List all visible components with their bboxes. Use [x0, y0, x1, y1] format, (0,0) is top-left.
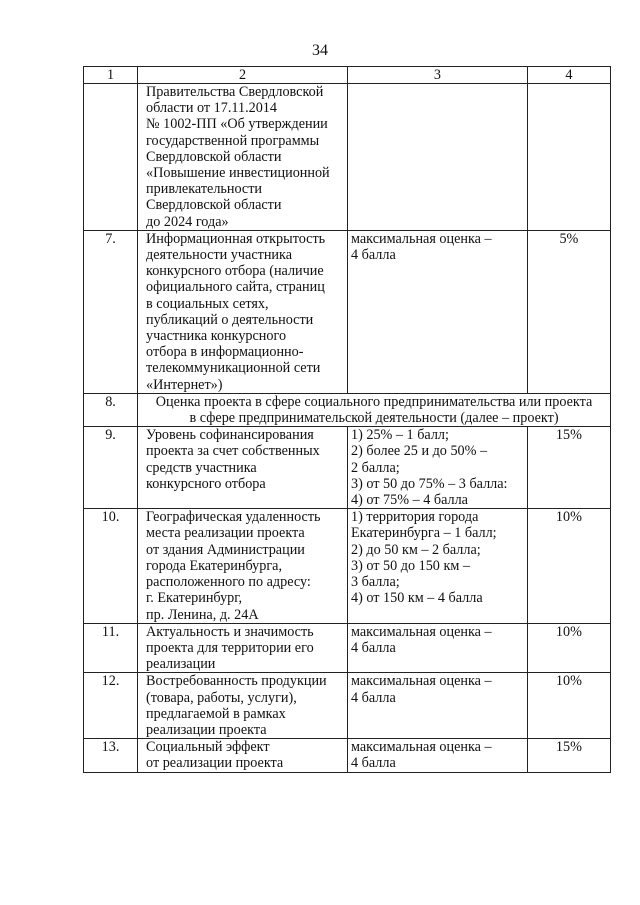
scale-cell	[348, 673, 528, 739]
row-number: 8.	[84, 393, 138, 426]
text-line: публикаций о деятельности	[146, 311, 314, 328]
weight-cell: 10%	[527, 673, 610, 739]
table-row	[84, 393, 611, 426]
text-line: Свердловской области	[146, 197, 282, 214]
text-line: реализации проекта	[146, 721, 267, 738]
scale-cell	[348, 230, 528, 393]
text-line: телекоммуникационной сети	[146, 360, 321, 377]
text-line: проекта за счет собственных	[146, 443, 320, 460]
text-line: 3) от 50 до 150 км –	[351, 557, 470, 574]
header-col-1: 1	[84, 67, 138, 84]
text-line: в социальных сетях,	[146, 295, 269, 312]
header-row	[84, 67, 611, 84]
row-number: 10.	[84, 509, 138, 623]
text-line: привлекательности	[146, 181, 262, 198]
text-line: области от 17.11.2014	[146, 100, 277, 117]
text-line: 4 балла	[351, 639, 396, 656]
table-row	[84, 623, 611, 673]
text-line: проекта для территории его	[146, 639, 314, 656]
header-col-4: 4	[527, 67, 610, 84]
criteria-table	[83, 66, 611, 773]
criterion-cell	[138, 427, 348, 509]
text-line: 3) от 50 до 75% – 3 балла:	[351, 475, 508, 492]
text-line: от здания Администрации	[146, 541, 305, 558]
text-line: города Екатеринбурга,	[146, 557, 283, 574]
row-number: 7.	[84, 230, 138, 393]
weight-cell: 5%	[527, 230, 610, 393]
text-line: до 2024 года»	[146, 213, 229, 230]
scale-cell	[348, 84, 528, 231]
table-row	[84, 673, 611, 739]
criterion-cell	[138, 739, 348, 772]
text-line: 3 балла;	[351, 574, 400, 591]
text-line: участника конкурсного	[146, 328, 287, 345]
text-line: конкурсного отбора (наличие	[146, 263, 324, 280]
criterion-cell	[138, 84, 348, 231]
text-line: 2) более 25 и до 50% –	[351, 443, 488, 460]
text-line: предлагаемой в рамках	[146, 705, 286, 722]
text-line: Информационная открытость	[146, 230, 326, 247]
weight-cell: 10%	[527, 623, 610, 673]
table-row	[84, 739, 611, 772]
text-line: г. Екатеринбург,	[146, 590, 243, 607]
weight-cell: 10%	[527, 509, 610, 623]
text-line: максимальная оценка –	[351, 623, 492, 640]
text-line: максимальная оценка –	[351, 230, 492, 247]
text-line: Социальный эффект	[146, 739, 270, 756]
criterion-cell	[138, 623, 348, 673]
text-line: максимальная оценка –	[351, 739, 492, 756]
scale-cell	[348, 623, 528, 673]
text-line: Актуальность и значимость	[146, 623, 314, 640]
text-line: от реализации проекта	[146, 755, 284, 772]
scale-cell	[348, 509, 528, 623]
text-line: 2) до 50 км – 2 балла;	[351, 541, 481, 558]
text-line: 4) от 150 км – 4 балла	[351, 590, 483, 607]
text-line: 1) 25% – 1 балл;	[351, 427, 449, 444]
text-line: 2 балла;	[351, 459, 400, 476]
text-line: места реализации проекта	[146, 525, 305, 542]
weight-cell: 15%	[527, 427, 610, 509]
text-line: № 1002-ПП «Об утверждении	[146, 116, 328, 133]
criterion-cell	[138, 230, 348, 393]
text-line: реализации	[146, 656, 216, 673]
row-number: 9.	[84, 427, 138, 509]
text-line: (товара, работы, услуги),	[146, 689, 297, 706]
table-row	[84, 230, 611, 393]
continued-row	[84, 84, 611, 231]
header-col-2: 2	[138, 67, 348, 84]
text-line: Правительства Свердловской	[146, 84, 324, 100]
text-line: Оценка проекта в сфере социального предпринимательства или проекта	[155, 393, 593, 410]
row-number: 13.	[84, 739, 138, 772]
scale-cell	[348, 739, 528, 772]
text-line: 1) территория города	[351, 509, 479, 526]
header-col-3: 3	[348, 67, 528, 84]
text-line: «Повышение инвестиционной	[146, 165, 330, 182]
text-line: максимальная оценка –	[351, 673, 492, 690]
text-line: Екатеринбурга – 1 балл;	[351, 525, 497, 542]
criterion-cell	[138, 509, 348, 623]
weight-cell	[527, 84, 610, 231]
criterion-cell	[138, 673, 348, 739]
text-line: Востребованность продукции	[146, 673, 327, 690]
text-line: расположенного по адресу:	[146, 574, 311, 591]
text-line: пр. Ленина, д. 24А	[146, 606, 259, 623]
table-row	[84, 509, 611, 623]
text-line: Географическая удаленность	[146, 509, 321, 526]
text-line: деятельности участника	[146, 247, 292, 264]
row-number: 11.	[84, 623, 138, 673]
text-line: средств участника	[146, 459, 257, 476]
text-line: 4 балла	[351, 755, 396, 772]
row-number	[84, 84, 138, 231]
text-line: государственной программы	[146, 132, 320, 149]
weight-cell: 15%	[527, 739, 610, 772]
table-row	[84, 427, 611, 509]
text-line: Уровень софинансирования	[146, 427, 314, 444]
text-line: 4 балла	[351, 247, 396, 264]
text-line: конкурсного отбора	[146, 475, 266, 492]
page-number: 34	[312, 42, 328, 59]
row-number: 12.	[84, 673, 138, 739]
text-line: официального сайта, страниц	[146, 279, 325, 296]
text-line: в сфере предпринимательской деятельности (далее – проект)	[189, 410, 559, 427]
text-line: «Интернет»)	[146, 376, 223, 393]
scale-cell	[348, 427, 528, 509]
text-line: 4 балла	[351, 689, 396, 706]
text-line: Свердловской области	[146, 148, 282, 165]
section-heading	[138, 393, 611, 426]
text-line: 4) от 75% – 4 балла	[351, 492, 468, 509]
text-line: отбора в информационно-	[146, 344, 304, 361]
